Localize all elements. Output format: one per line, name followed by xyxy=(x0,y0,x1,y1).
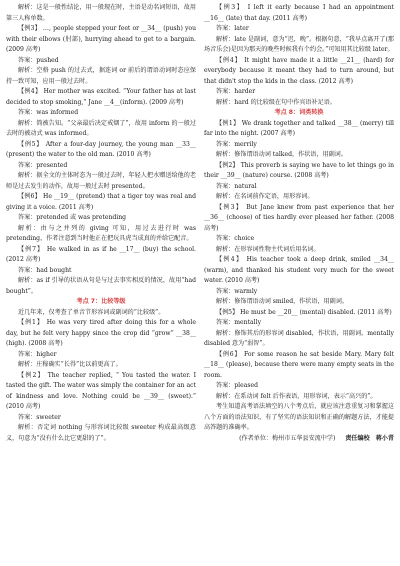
paragraph: 解析：在名词前作定语，用形容词。 xyxy=(216,193,314,200)
editor-name: 蒋小青 xyxy=(375,434,394,442)
paragraph: 答案：mentally xyxy=(216,319,262,326)
paragraph: 解析：简被告知。“父亲最后决定戒烟了”，故用 inform 的一般过去时的被动式 was informed。 xyxy=(6,119,196,137)
paragraph: 答案：pretended 或 was pretending xyxy=(18,214,127,221)
paragraph: 【例1】 We drank together and talked __38__ (merry) till far into the night. (2007 高考) xyxy=(204,119,394,137)
credit-line xyxy=(204,434,394,445)
section-heading: 考点 8：词类转换 xyxy=(274,109,324,116)
paragraph: 答案：harder xyxy=(216,88,256,95)
paragraph: 【例6】 For some reason he sat beside Mary. Mary felt __18__ (please), because there were many empty seats in the room. xyxy=(204,350,394,379)
paragraph: 【例7】 He walked in as if he __17__ (buy) the school. (2012 高考) xyxy=(6,245,196,263)
paragraph: 解析：否定词 nothing 与形容词比较级 sweeter 构成最高级意义，句意为“没有什么比它更甜的了”。 xyxy=(6,424,196,442)
paragraph: 解析：修饰其后的形容词 disabled，作状语，用副词。mentally disabled 意为“弱智”。 xyxy=(204,329,394,347)
paragraph: 【例1】 He was very tired after doing this for a whole day, but he felt very happy since the crop did “grow” __38__ (high). (2008 高考) xyxy=(6,319,196,347)
section-heading: 考点 7：比较等级 xyxy=(76,298,126,305)
paragraph: 解析：late 是副词，意为“迟，晚”。根据句意，“我早点离开了(那场音乐会)是因为那天的晚些时候我有个约会。”可知用其比较级 later。 xyxy=(204,35,394,53)
paragraph: 【例3】 I left it early because I had an appointment __16__ (late) that day. (2011 高考) xyxy=(204,4,394,22)
paragraph: 答案：presented xyxy=(18,161,68,169)
editor-label: 责任编校 xyxy=(345,434,370,442)
paragraph: 解析：在系动词 felt 后作表语，用形容词，表示“高兴的”。 xyxy=(216,392,377,400)
paragraph: 考生知道高考语法填空的八个考点后，就应该注意重复习和掌握这八个方面的语法知识，有了坚实的语法知识和正确的解题方法，才能提高答题的准确率。 xyxy=(204,403,394,431)
paragraph: 解析：据全文的主体时态为一般过去时，年轻人把水赠送给他的老师是过去发生的动作，故用一般过去时 presented。 xyxy=(6,172,196,190)
paragraph: 【例5】 After a four-day journey, the young man __33__ (present) the water to the old man. (2010 高考) xyxy=(6,140,196,158)
paragraph: 答案：natural xyxy=(216,182,257,190)
paragraph: 答案：sweeter xyxy=(18,413,61,421)
paragraph: 解析：hard 的比较级在句中作宾语补足语。 xyxy=(216,98,336,106)
paragraph: 【例4】 Her mother was excited. “Your father has at last decided to stop smoking,” Jane __4__(inform). (2009 高考) xyxy=(6,88,196,106)
paragraph: 解析：as if 引导的状语从句是与过去事实相反的情况，故用“had bought”。 xyxy=(6,277,196,295)
paragraph: 【例5】 He must be __20__ (mental) disabled. (2011 高考) xyxy=(216,308,392,316)
paragraph: 【例3】 But Jane knew from past experience that her __36__ (choose) of ties hardly ever pleased her father. (2008 高考) xyxy=(204,203,394,232)
paragraph: 解析：修饰谓语动词 smiled，作状语，用副词。 xyxy=(216,298,348,305)
left-column xyxy=(6,3,196,444)
paragraph: 近几年来，仅考查了单音节形容词或副词的“比较级”。 xyxy=(18,308,165,316)
paragraph: 答案：pleased xyxy=(216,382,259,389)
paragraph: 答案：warmly xyxy=(216,287,258,295)
paragraph: 解析：空格 push 的过去式，据连词 or 前后的谓语动词时态应保持一致可知，应用一般过去时。 xyxy=(6,67,196,85)
paragraph: 答案：was informed xyxy=(18,109,79,116)
paragraph: 答案：later xyxy=(216,25,249,32)
paragraph: 解析：由与之并列的 giving 可知，用过去进行时 was pretending，作者注意到当时他正在把玩具虎当成真的并给它配音。 xyxy=(6,224,196,242)
paragraph: 【例4】 His teacher took a deep drink, smiled __34__ (warm), and thanked his student very much for the sweet water. (2010 高考) xyxy=(204,256,394,284)
paragraph: 【例2】 This proverb is saying we have to let things go in their __39__ (nature) course. (2008 高考) xyxy=(204,161,394,179)
paragraph: 答案：pushed xyxy=(18,56,59,64)
right-column xyxy=(204,3,394,444)
paragraph: 答案：choice xyxy=(216,235,255,242)
paragraph: 【例2】 The teacher replied, “ You tasted the water. I tasted the gift. The water was simply the container for an act of kindness and love. Nothing could be __39__ (sweet).” (2010 高考) xyxy=(6,371,196,410)
paragraph: 【例4】 It might have made it a little __21__ (hard) for everybody because it meant they had to turn around, but that didn't stop the kids in the class. (2012 高考) xyxy=(204,56,394,85)
paragraph: 【例6】 He __19__ (pretend) that a tiger toy was real and giving it a voice. (2011 高考) xyxy=(6,193,196,211)
paragraph: 答案：merrily xyxy=(216,140,257,148)
paragraph: 解析：这是一般性结论，用一般现在时，主语是动名词短语，故用第三人称单数。 xyxy=(6,4,196,22)
paragraph: 解析：在形容词性物主代词后用名词。 xyxy=(216,245,320,253)
paragraph: 答案：higher xyxy=(18,350,57,358)
paragraph: 解析：修饰谓语动词 talked，作状语，用副词。 xyxy=(216,151,347,158)
author-affiliation: (作者单位：梅州市五华县安流中学) xyxy=(239,434,336,442)
paragraph: 【例3】 …, people stepped your feet or __34__ (push) you with their elbows (肘部), hurrying ahead to get to a bargain.(2009 高考) xyxy=(6,25,196,53)
paragraph: 解析：庄稼确实“长得”比以前更高了。 xyxy=(18,361,122,368)
paragraph: 答案：had bought xyxy=(18,266,72,274)
